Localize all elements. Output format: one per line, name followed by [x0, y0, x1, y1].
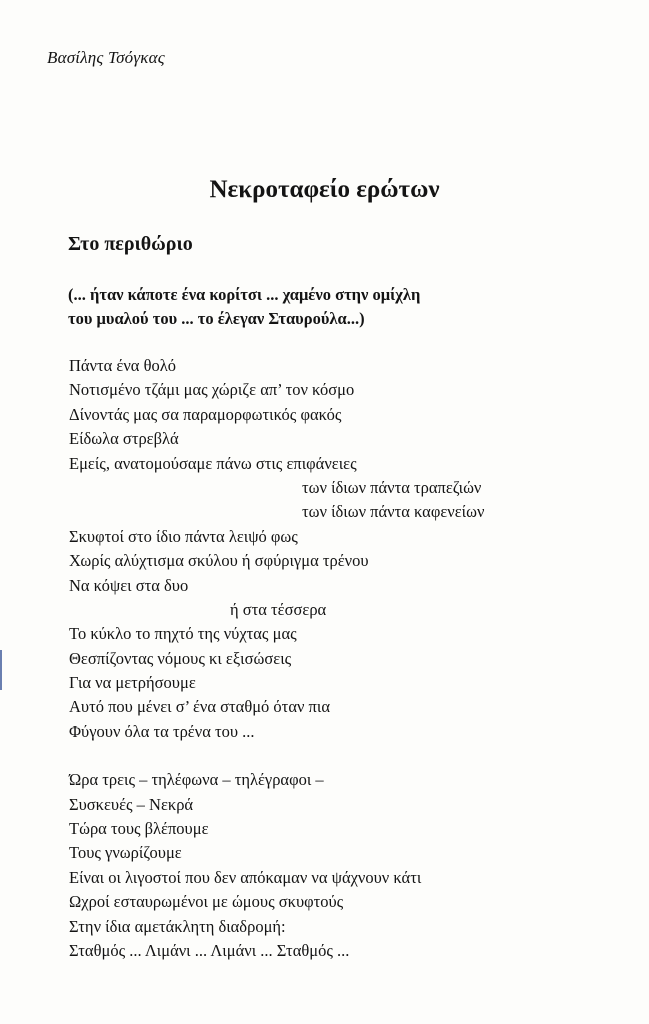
poem-body — [0, 354, 649, 963]
verse-line-indented: των ίδιων πάντα τραπεζιών — [302, 477, 482, 497]
verse-line: Θεσπίζοντας νόμους κι εξισώσεις — [69, 648, 292, 668]
verse-line: Συσκευές – Νεκρά — [69, 794, 194, 814]
verse-line: Σταθμός ... Λιμάνι ... Λιμάνι ... Σταθμός ... — [69, 940, 350, 960]
verse-line: Πάντα ένα θολό — [69, 356, 176, 375]
poem-title — [0, 176, 649, 204]
verse-line: Νοτισμένο τζάμι μας χώριζε απ’ τον κόσμο — [69, 380, 355, 400]
verse-line: Φύγουν όλα τα τρένα του ... — [69, 721, 255, 741]
verse-line: Αυτό που μένει σ’ ένα σταθμό όταν πια — [69, 697, 330, 717]
verse-line-indented: των ίδιων πάντα καφενείων — [302, 502, 485, 522]
verse-line: Να κόψει στα δυο — [69, 575, 189, 595]
verse-line: Για να μετρήσουμε — [69, 673, 196, 693]
verse-line: Δίνοντάς μας σα παραμορφωτικός φακός — [69, 404, 342, 424]
verse-line: Το κύκλο το πηχτό της νύχτας μας — [69, 624, 297, 644]
verse-line: Χωρίς αλύχτισμα σκύλου ή σφύριγμα τρένου — [69, 551, 369, 571]
stanza-break — [0, 744, 649, 768]
poem-title-text: Νεκροταφείο ερώτων — [209, 176, 440, 203]
epigraph-line: του μυαλού του ... το έλεγαν Σταυρούλα...) — [68, 309, 365, 329]
verse-line: Είδωλα στρεβλά — [69, 429, 179, 449]
verse-line: Ώρα τρεις – τηλέφωνα – τηλέγραφοι – — [69, 770, 324, 790]
epigraph — [68, 282, 420, 331]
epigraph-line: (... ήταν κάποτε ένα κορίτσι ... χαμένο στην ομίχλη — [68, 285, 421, 304]
section-title: Στο περιθώριο — [68, 233, 193, 255]
verse-line: Σκυφτοί στο ίδιο πάντα λειψό φως — [69, 526, 298, 546]
verse-line: Τους γνωρίζουμε — [69, 843, 182, 863]
verse-line: Τώρα τους βλέπουμε — [69, 819, 209, 839]
verse-line: Στην ίδια αμετάκλητη διαδρομή: — [69, 916, 286, 936]
running-header-author: Βασίλης Τσόγκας — [47, 48, 165, 67]
verse-line: Ωχροί εσταυρωμένοι με ώμους σκυφτούς — [69, 892, 344, 912]
verse-line: Είναι οι λιγοστοί που δεν απόκαμαν να ψάχνουν κάτι — [69, 867, 422, 887]
verse-line-indented: ή στα τέσσερα — [230, 599, 327, 619]
verse-line: Εμείς, ανατομούσαμε πάνω στις επιφάνειες — [69, 453, 357, 473]
scan-edge-mark — [0, 650, 2, 690]
